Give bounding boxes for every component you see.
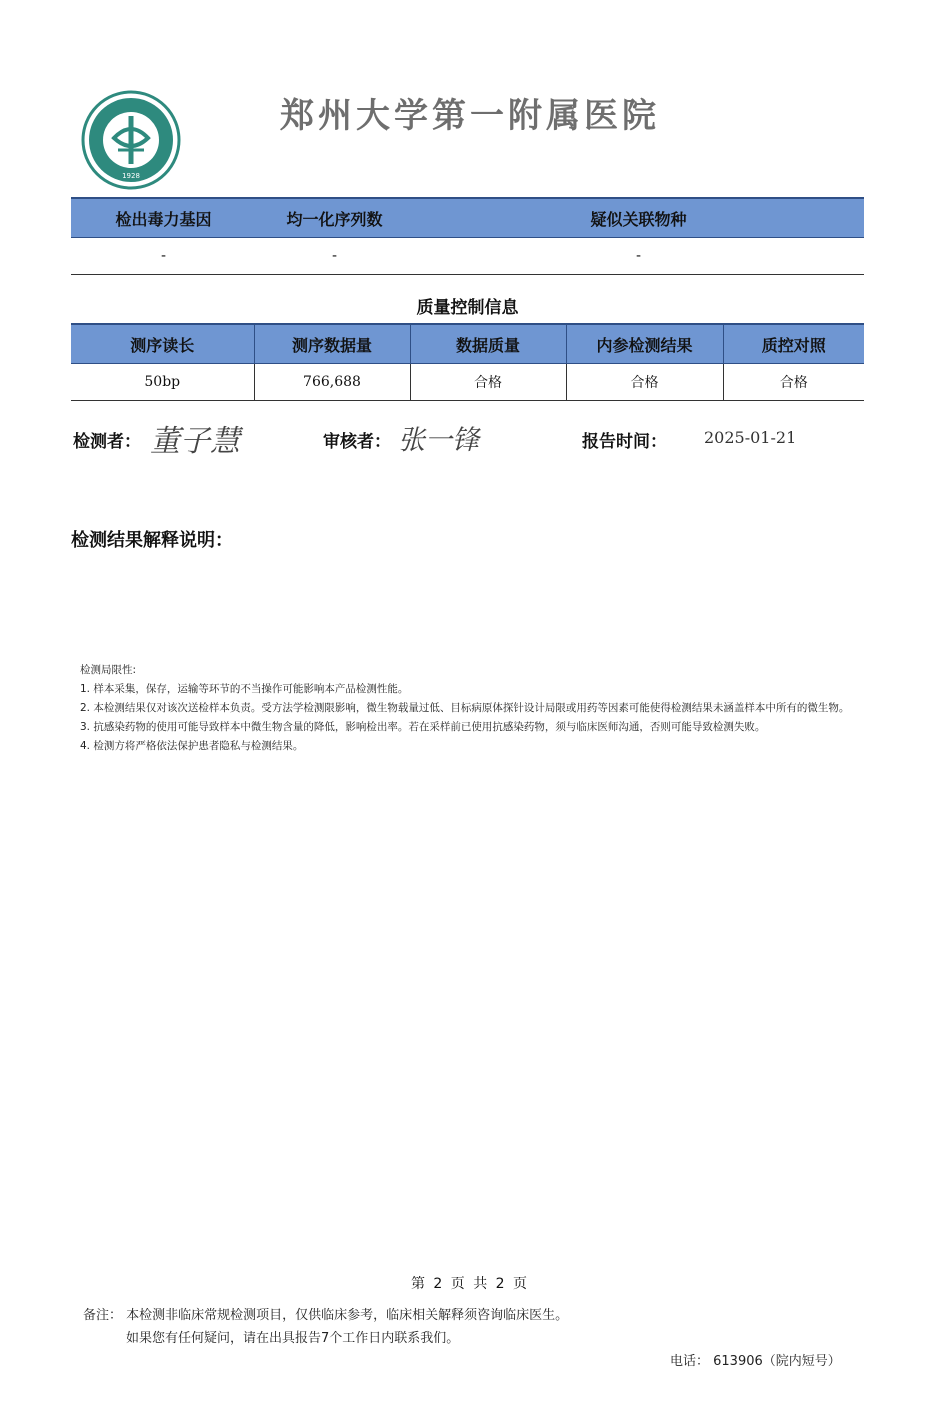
cell-data-quality: 合格 <box>410 364 566 401</box>
qc-section-title: 质量控制信息 <box>416 298 519 318</box>
cell-virulence-gene: - <box>71 238 256 275</box>
limitation-item: 3. 抗感染药物的使用可能导致样本中微生物含量的降低，影响检出率。若在采样前已使用抗感染药物，须与临床医师沟通，否则可能导致检测失败。 <box>80 721 766 733</box>
page-number: 第 2 页 共 2 页 <box>410 1276 530 1292</box>
limitations-section <box>80 661 870 756</box>
limitation-item: 1. 样本采集，保存，运输等环节的不当操作可能影响本产品检测性能。 <box>80 683 409 695</box>
report-time-value: 2025-01-21 <box>704 428 797 447</box>
quality-control-table <box>71 323 864 401</box>
interpretation-title: 检测结果解释说明： <box>71 530 233 551</box>
header-read-length: 测序读长 <box>71 324 254 364</box>
header-normalized-reads: 均一化序列数 <box>256 198 413 238</box>
cell-data-volume: 766,688 <box>254 364 410 401</box>
cell-qc-control: 合格 <box>723 364 864 401</box>
cell-associated-species: - <box>413 238 864 275</box>
footer-note-line: 备注： 本检测非临床常规检测项目，仅供临床参考，临床相关解释须咨询临床医生。 <box>83 1308 569 1323</box>
header-data-quality: 数据质量 <box>410 324 566 364</box>
hospital-logo <box>78 90 184 190</box>
tester-label: 检测者： <box>73 432 141 452</box>
reviewer-label: 审核者： <box>323 432 391 452</box>
cell-internal-control: 合格 <box>566 364 723 401</box>
svg-text:1928: 1928 <box>122 172 140 180</box>
footer-note <box>83 1304 568 1350</box>
table-row <box>71 238 864 275</box>
limitations-title: 检测局限性: <box>80 664 137 676</box>
hospital-name: 郑州大学第一附属医院 <box>280 96 660 136</box>
header-associated-species: 疑似关联物种 <box>413 198 864 238</box>
report-time-label: 报告时间： <box>582 432 667 452</box>
cell-read-length: 50bp <box>71 364 254 401</box>
header-virulence-gene: 检出毒力基因 <box>71 198 256 238</box>
table-row <box>71 364 864 401</box>
virulence-gene-table <box>71 197 864 275</box>
tester-signature: 董子慧 <box>150 424 240 459</box>
table-header-row <box>71 198 864 238</box>
header-qc-control: 质控对照 <box>723 324 864 364</box>
cell-normalized-reads: - <box>256 238 413 275</box>
table-header-row <box>71 324 864 364</box>
contact-phone: 电话： 613906（院内短号） <box>670 1354 841 1369</box>
footer-note-line: 如果您有任何疑问，请在出具报告7个工作日内联系我们。 <box>126 1331 460 1346</box>
limitation-item: 4. 检测方将严格依法保护患者隐私与检测结果。 <box>80 740 304 752</box>
limitation-item: 2. 本检测结果仅对该次送检样本负责。受方法学检测限影响，微生物载量过低、目标病原体探针设计局限或用药等因素可能使得检测结果未涵盖样本中所有的微生物。 <box>80 702 850 714</box>
reviewer-signature: 张一锋 <box>398 425 479 456</box>
header-data-volume: 测序数据量 <box>254 324 410 364</box>
header-internal-control: 内参检测结果 <box>566 324 723 364</box>
